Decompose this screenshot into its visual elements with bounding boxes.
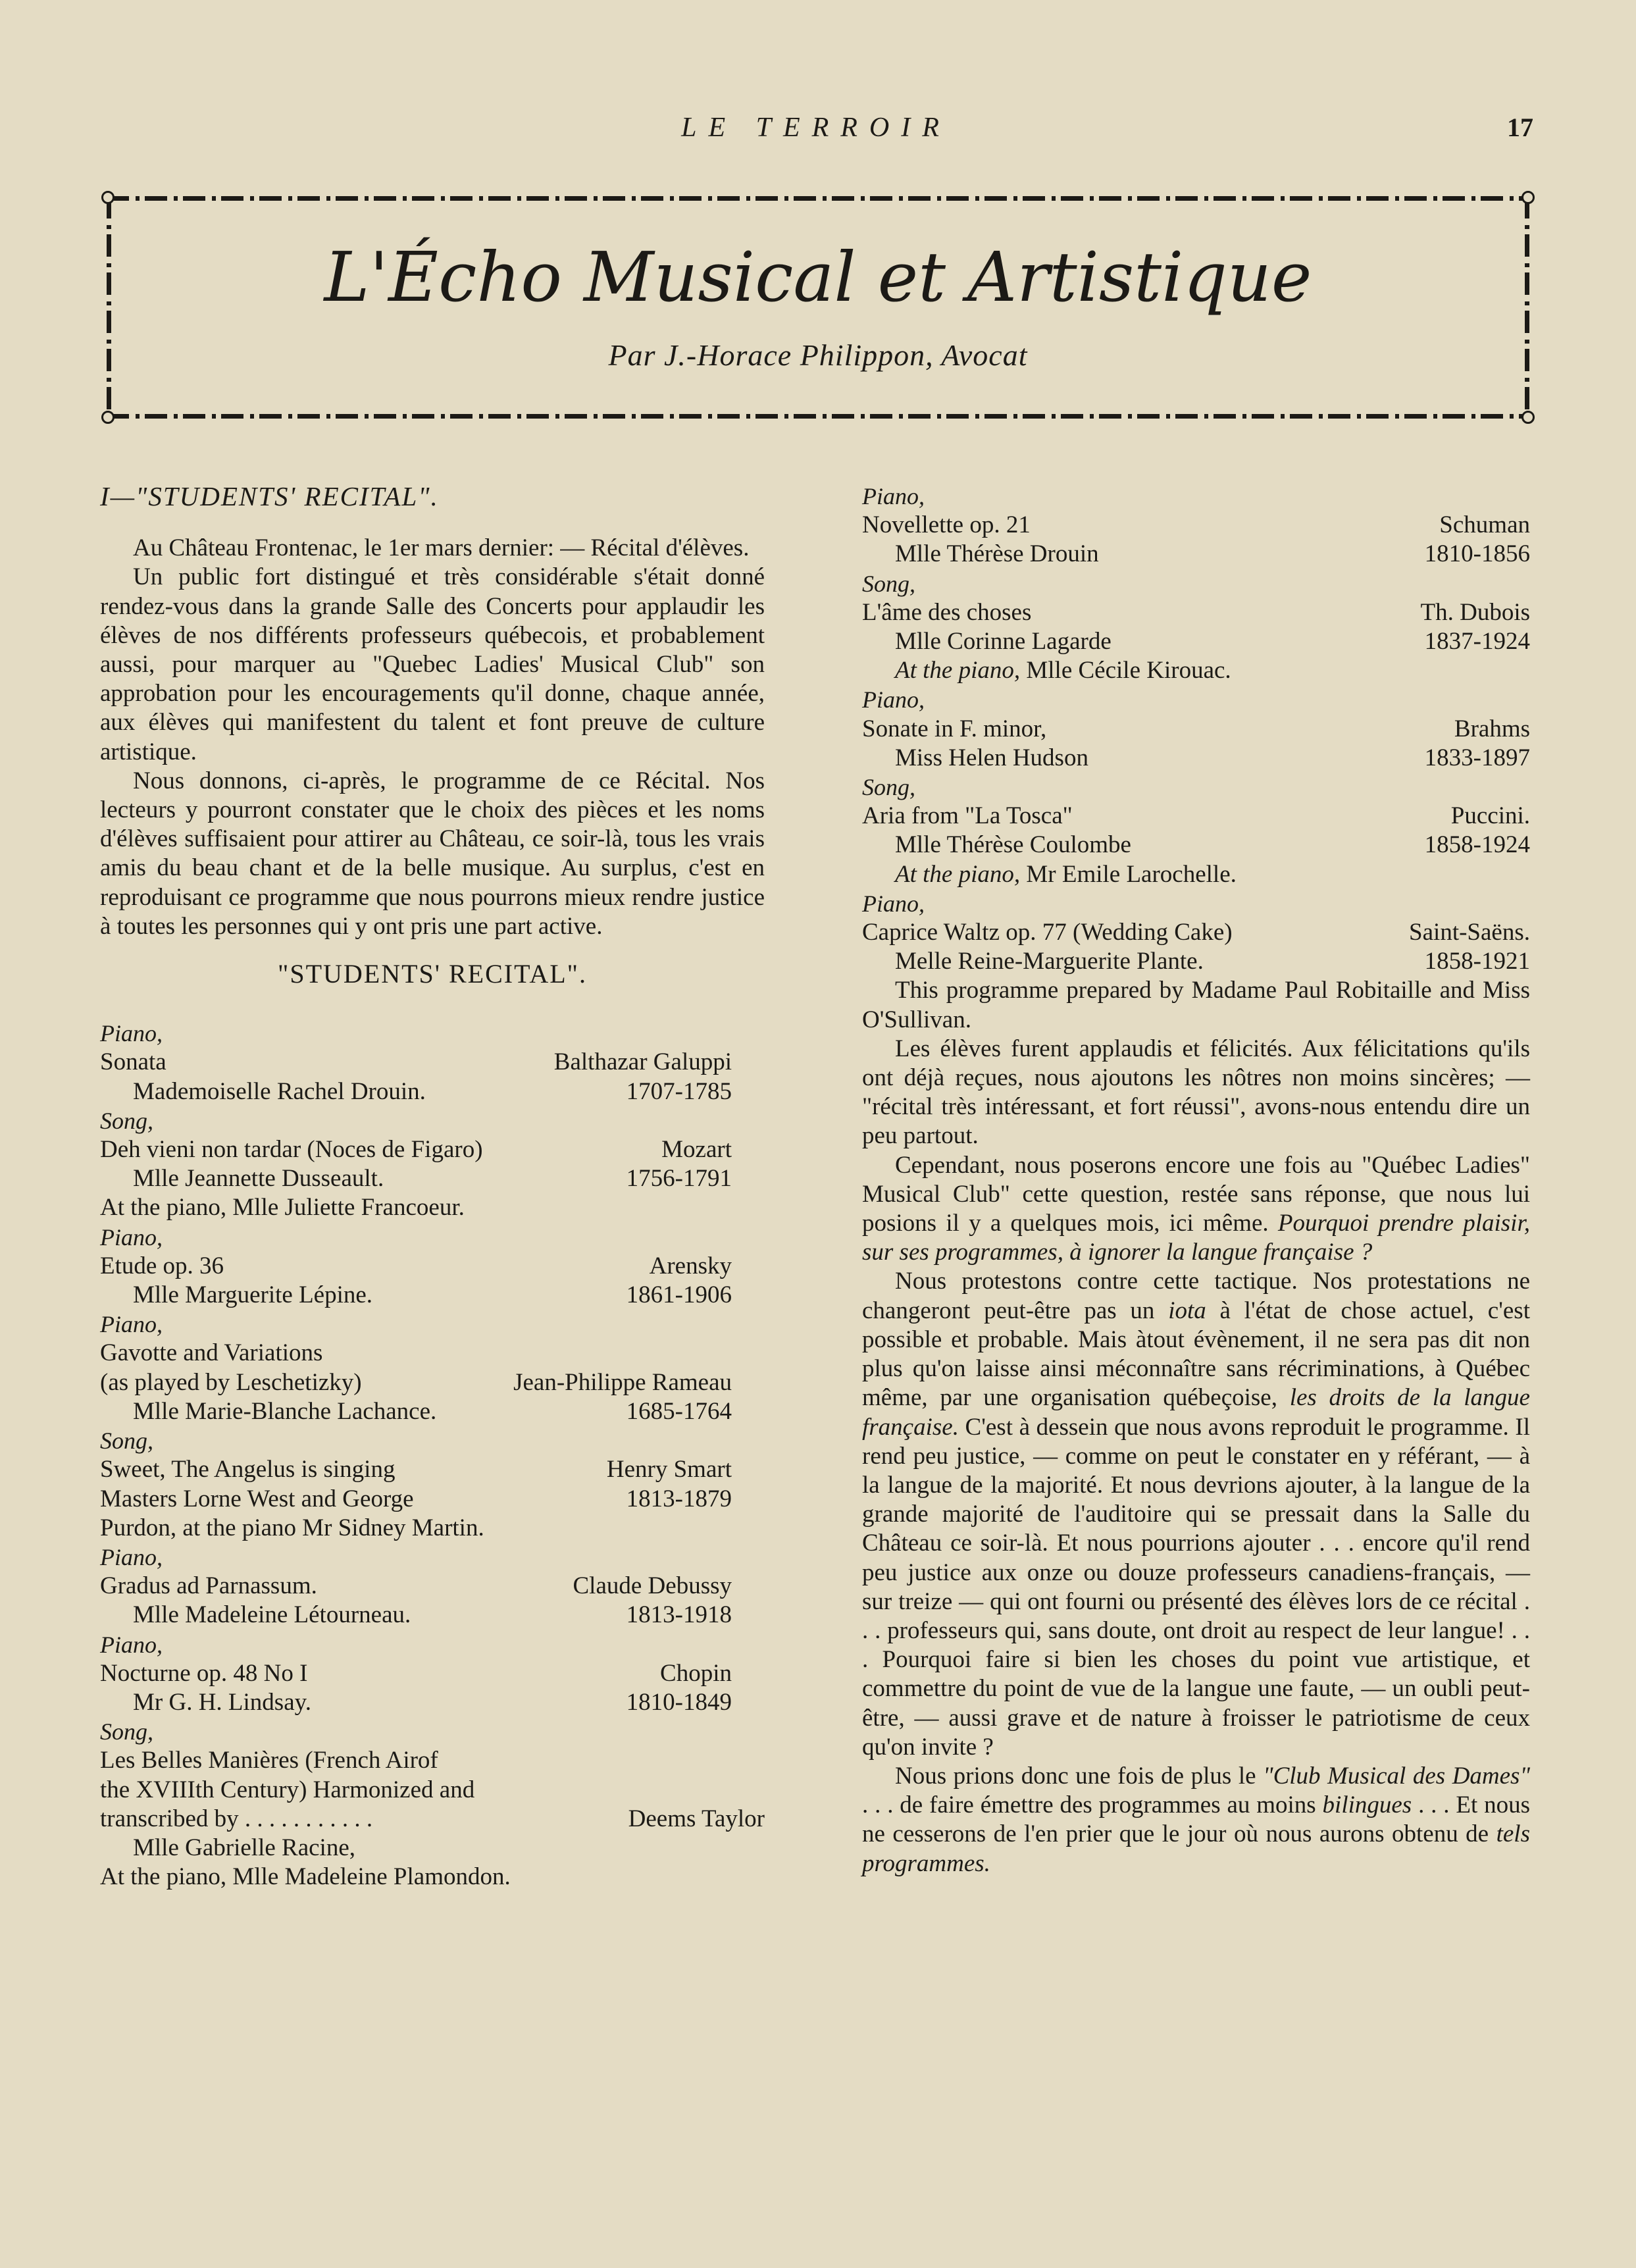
program-category: Piano, bbox=[100, 1543, 163, 1570]
performer: Miss Helen Hudson bbox=[895, 744, 1088, 771]
program-item bbox=[100, 1223, 765, 1310]
program-category: Song, bbox=[100, 1718, 153, 1745]
program-row bbox=[862, 802, 1530, 831]
program-item bbox=[100, 1630, 765, 1718]
performer: Mlle Madeleine Létourneau. bbox=[133, 1601, 411, 1629]
composer-dates: 1685-1764 bbox=[626, 1397, 732, 1425]
performer: Melle Reine-Marguerite Plante. bbox=[895, 948, 1204, 975]
program-item bbox=[100, 1106, 765, 1223]
composer: Brahms bbox=[1454, 715, 1530, 742]
accompanist-label: At the piano, bbox=[895, 860, 1021, 888]
performer: Mlle Corinne Lagarde bbox=[895, 628, 1112, 656]
paragraph: Nous donnons, ci-après, le programme de ce Récital. Nos lecteurs y pourront constater que le choix des pièces et les noms d'élèves suffisaient pour attirer au Château, ce soir-là, tous les vrais amis du beau chant et de la belle musique. Au surplus, c'est en reproduisant ce programme que nous pourrons mieux rendre justice à toutes les personnes qui y ont pris une part active. bbox=[100, 767, 765, 940]
paragraph: This programme prepared by Madame Paul Robitaille and Miss O'Sullivan. bbox=[862, 977, 1530, 1033]
program-row bbox=[100, 1805, 765, 1834]
program-category: Piano, bbox=[100, 1020, 163, 1047]
frame-border-bottom bbox=[107, 414, 1529, 419]
program-row bbox=[862, 918, 1530, 947]
program-category: Piano, bbox=[100, 1631, 163, 1658]
program-row bbox=[100, 1135, 765, 1164]
program-category: Piano, bbox=[100, 1311, 163, 1338]
composer: Balthazar Galuppi bbox=[553, 1048, 732, 1076]
accompanist: At the piano, Mlle Madeleine Plamondon. bbox=[100, 1863, 511, 1891]
composer-dates: 1707-1785 bbox=[626, 1077, 732, 1105]
composer: Puccini. bbox=[1450, 802, 1530, 830]
piece-title: L'âme des choses bbox=[862, 598, 1032, 626]
piece-title: Caprice Waltz op. 77 (Wedding Cake) bbox=[862, 919, 1233, 946]
piece-title: Gavotte and Variations bbox=[100, 1339, 323, 1367]
program-item bbox=[862, 685, 1530, 773]
text-run-italic: les droits de la langue française. bbox=[862, 1384, 1530, 1441]
left-column bbox=[100, 482, 765, 1892]
text-run-italic: iota bbox=[1168, 1297, 1206, 1324]
program-list bbox=[862, 482, 1530, 976]
program-row bbox=[100, 1164, 765, 1193]
piece-title: Sweet, The Angelus is singing bbox=[100, 1456, 396, 1483]
composer-dates: 1858-1924 bbox=[1424, 831, 1530, 859]
accompanist-label: At the piano, bbox=[895, 657, 1021, 684]
paragraph: Un public fort distingué et très considérable s'était donné rendez-vous dans la grande Salle des Concerts pour applaudir les élèves de nos différents professeurs québecois, et probablement aussi, pour marquer au "Quebec Ladies' Musical Club" son approbation pour les encouragements qu'il donne, chaque année, aux élèves qui manifestent du talent et font preuve de culture artistique. bbox=[100, 563, 765, 765]
composer-dates: 1833-1897 bbox=[1424, 744, 1530, 771]
right-column bbox=[862, 482, 1530, 1878]
frame-corner-ornament bbox=[101, 411, 115, 424]
program-line: transcribed by . . . . . . . . . . . bbox=[100, 1805, 373, 1832]
frame-corner-ornament bbox=[101, 191, 115, 204]
text-run-italic: Pourquoi prendre plaisir, sur ses programmes, à ignorer la langue française ? bbox=[862, 1210, 1530, 1266]
paragraph bbox=[862, 1762, 1530, 1878]
piece-title: Etude op. 36 bbox=[100, 1252, 224, 1279]
text-run: à l'état de chose actuel, c'est possible et probable. Mais àtout évènement, il ne sera pas dit non plus qu'on laisse ainsi méconnaître sans récriminations, à Québec même, par une organisation québeçoise, bbox=[862, 1297, 1530, 1412]
program-category: Piano, bbox=[100, 1224, 163, 1250]
program-list bbox=[100, 1019, 765, 1717]
program-item bbox=[100, 1310, 765, 1426]
program-row bbox=[100, 1455, 765, 1484]
section-heading: I—"STUDENTS' RECITAL". bbox=[100, 481, 439, 511]
accompanist-name: Mlle Cécile Kirouac. bbox=[1020, 657, 1231, 684]
program-row bbox=[862, 947, 1530, 976]
program-row bbox=[100, 1368, 765, 1397]
composer: Mozart bbox=[661, 1136, 732, 1164]
performer: Mlle Thérèse Coulombe bbox=[895, 831, 1131, 859]
program-row bbox=[100, 1397, 765, 1426]
performer: Mlle Thérèse Drouin bbox=[895, 540, 1099, 568]
text-run: C'est à dessein que nous avons reproduit le programme. Il rend peu justice, — comme on peut le constater en y référant, — à la langue de la majorité. Et nous devrions ajouter, à la langue de la grande majorité de l'auditoire qui se pressait dans la Salle du Château ce soir-là. Et nous pourrions ajouter . . . encore qu'il rend peu justice aux onze ou douze professeurs canadiens-français, — sur treize — qui ont fourni ou présenté des élèves lors de ce récital . . . professeurs qui, sans doute, ont droit au respect de leur langue! . . . Pourquoi faire si bien les choses du point vue artistique, et commettre du point de vue de la langue une faute, — un oubli peut-être, — aussi grave et de nature à froisser le patriotisme de ceux qu'on invite ? bbox=[862, 1413, 1530, 1761]
performer: Mlle Gabrielle Racine, bbox=[133, 1834, 356, 1861]
composer-dates: 1810-1849 bbox=[626, 1688, 732, 1716]
program-row bbox=[862, 744, 1530, 773]
accompanist: Purdon, at the piano Mr Sidney Martin. bbox=[100, 1514, 484, 1541]
accompanist bbox=[862, 656, 1530, 685]
program-row bbox=[100, 1688, 765, 1717]
composer: Claude Debussy bbox=[573, 1572, 732, 1600]
piece-title: Nocturne op. 48 No I bbox=[100, 1659, 308, 1687]
piece-title: Sonate in F. minor, bbox=[862, 715, 1047, 742]
composer: Jean-Philippe Rameau bbox=[513, 1368, 732, 1396]
program-row bbox=[100, 1485, 765, 1514]
program-item bbox=[100, 1717, 765, 1892]
program-category: Piano, bbox=[862, 890, 925, 917]
composer: Th. Dubois bbox=[1420, 598, 1530, 626]
composer: Chopin bbox=[660, 1659, 732, 1687]
text-run-italic: tels programmes. bbox=[862, 1820, 1530, 1877]
composer-dates: 1813-1918 bbox=[626, 1601, 732, 1629]
text-run: Nous prions donc une fois de plus le bbox=[895, 1762, 1264, 1790]
text-run-italic: bilingues bbox=[1322, 1791, 1412, 1819]
program-item bbox=[862, 569, 1530, 686]
program-row bbox=[100, 1048, 765, 1077]
program-row bbox=[862, 540, 1530, 569]
program-row bbox=[100, 1601, 765, 1630]
program-item bbox=[100, 1543, 765, 1630]
text-run: . . . Et nous ne cesserons de l'en prier que le jour où nous aurons obtenu de bbox=[862, 1791, 1531, 1848]
program-row bbox=[100, 1281, 765, 1310]
performer: Mademoiselle Rachel Drouin. bbox=[133, 1077, 426, 1105]
program-row bbox=[862, 598, 1530, 627]
paragraph: Au Château Frontenac, le 1er mars dernier: — Récital d'élèves. bbox=[133, 534, 750, 562]
composer: Arensky bbox=[649, 1252, 732, 1279]
program-row bbox=[862, 627, 1530, 656]
piece-title: Sonata bbox=[100, 1048, 166, 1076]
text-run-italic: "Club Musical des Dames" bbox=[1263, 1762, 1530, 1790]
composer-dates: 1810-1856 bbox=[1424, 540, 1530, 568]
program-row bbox=[100, 1252, 765, 1281]
composer-dates: 1861-1906 bbox=[626, 1281, 732, 1309]
composer-dates: 1858-1921 bbox=[1424, 948, 1530, 975]
program-item bbox=[862, 773, 1530, 889]
piece-title: (as played by Leschetizky) bbox=[100, 1368, 362, 1396]
paragraph bbox=[862, 1151, 1530, 1268]
performer: Mlle Jeannette Dusseault. bbox=[133, 1165, 384, 1193]
performer: Mr G. H. Lindsay. bbox=[133, 1688, 311, 1716]
program-row bbox=[100, 1659, 765, 1688]
composer-dates: 1837-1924 bbox=[1424, 628, 1530, 656]
composer: Henry Smart bbox=[606, 1456, 732, 1483]
frame-border-top bbox=[107, 196, 1529, 201]
performer: Mlle Marie-Blanche Lachance. bbox=[133, 1397, 437, 1425]
composer-dates: 1756-1791 bbox=[626, 1165, 732, 1193]
program-row bbox=[100, 1572, 765, 1601]
page-number: 17 bbox=[1507, 113, 1533, 142]
program-row bbox=[862, 715, 1530, 744]
composer: Deems Taylor bbox=[628, 1805, 765, 1832]
page-header bbox=[99, 112, 1533, 151]
frame-corner-ornament bbox=[1521, 411, 1535, 424]
paragraph: Les élèves furent applaudis et félicités. Aux félicitations qu'ils ont déjà reçues, nous ajoutons les nôtres non moins sincères; — "récital très intéressant, et fort réussi", avons-nous entendu dire un peu partout. bbox=[862, 1035, 1530, 1150]
program-category: Song, bbox=[100, 1107, 153, 1134]
frame-corner-ornament bbox=[1521, 191, 1535, 204]
piece-title: Gradus ad Parnassum. bbox=[100, 1572, 317, 1600]
program-line: Les Belles Manières (French Airof bbox=[100, 1747, 438, 1774]
program-item bbox=[100, 1019, 765, 1106]
piece-title: Novellette op. 21 bbox=[862, 511, 1031, 539]
accompanist: At the piano, Mlle Juliette Francoeur. bbox=[100, 1194, 465, 1222]
program-row bbox=[100, 1077, 765, 1106]
text-run: Cependant, nous poserons encore une fois au "Québec Ladies" Musical Club" cette question, restée sans réponse, que nous lui posions il y a quelques mois, ici même. bbox=[862, 1151, 1530, 1237]
program-category: Song, bbox=[862, 570, 915, 597]
composer: Schuman bbox=[1439, 511, 1530, 539]
program-item bbox=[100, 1426, 765, 1543]
program-line: the XVIIIth Century) Harmonized and bbox=[100, 1776, 475, 1803]
article-title: L'Écho Musical et Artistique bbox=[324, 237, 1312, 317]
program-heading: "STUDENTS' RECITAL". bbox=[278, 959, 587, 989]
performer: Masters Lorne West and George bbox=[100, 1485, 414, 1512]
program-category: Song, bbox=[862, 774, 915, 801]
paragraph bbox=[862, 1267, 1530, 1761]
program-row bbox=[862, 511, 1530, 540]
program-category: Song, bbox=[100, 1428, 153, 1455]
piece-title: Deh vieni non tardar (Noces de Figaro) bbox=[100, 1136, 483, 1164]
performer: Mlle Marguerite Lépine. bbox=[133, 1281, 373, 1309]
program-item bbox=[862, 889, 1530, 977]
accompanist-name: Mr Emile Larochelle. bbox=[1020, 860, 1237, 888]
composer-dates: 1813-1879 bbox=[626, 1485, 732, 1512]
program-category: Piano, bbox=[862, 483, 925, 509]
text-run: . . . de faire émettre des programmes au moins bbox=[862, 1791, 1323, 1819]
text-run: Nous protestons contre cette tactique. Nos protestations ne changeront peut-être pas un bbox=[862, 1268, 1530, 1324]
program-category: Piano, bbox=[862, 686, 925, 713]
program-item bbox=[862, 482, 1530, 569]
title-frame bbox=[107, 196, 1529, 419]
program-row bbox=[862, 831, 1530, 860]
piece-title: Aria from "La Tosca" bbox=[862, 802, 1073, 830]
composer: Saint-Saëns. bbox=[1409, 919, 1530, 946]
article-byline: Par J.-Horace Philippon, Avocat bbox=[608, 338, 1028, 372]
running-title: LE TERROIR bbox=[681, 113, 951, 143]
accompanist bbox=[862, 860, 1530, 889]
